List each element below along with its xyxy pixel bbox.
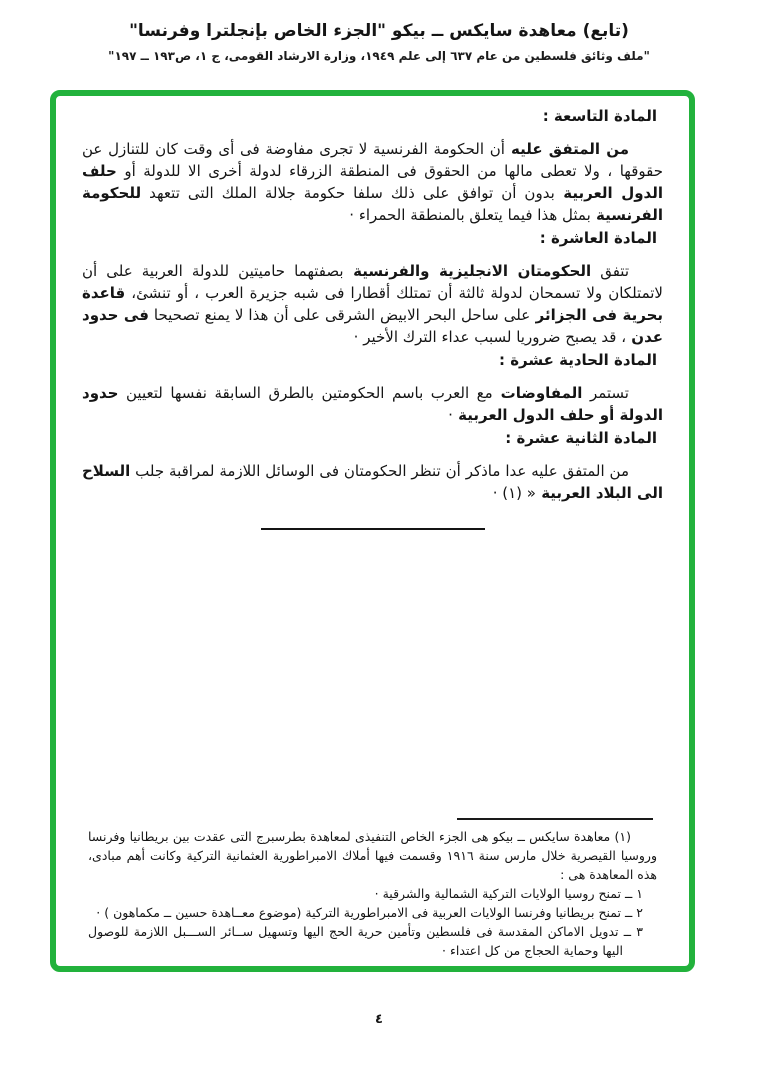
text-segment: للحكومة الفرنسية xyxy=(82,184,663,224)
text-segment: حلف الدول العربية xyxy=(82,162,663,202)
text-segment: بمثل هذا فيما يتعلق بالمنطقة الحمراء · xyxy=(349,206,591,224)
article-body xyxy=(82,260,663,348)
text-segment: الحكومتان الانجليزية والفرنسية xyxy=(343,262,592,280)
text-segment: تتفق xyxy=(591,262,629,280)
page-header xyxy=(0,0,758,63)
text-segment: من المتفق عليه xyxy=(504,140,630,158)
text-segment: « (١) · xyxy=(492,484,536,502)
text-segment: المفاوضات xyxy=(492,384,583,402)
article-section-11 xyxy=(82,350,663,426)
text-segment: من المتفق عليه عدا ماذكر أن تنظر الحكومتان فى الوسائل اللازمة لمراقبة جلب xyxy=(130,462,629,480)
article-heading: المادة العاشرة : xyxy=(539,229,657,247)
article-heading: المادة الثانية عشرة : xyxy=(505,429,657,447)
page-number: ٤ xyxy=(375,1012,383,1027)
section-divider xyxy=(261,528,485,530)
source-citation: "ملف وثائق فلسطين من عام ٦٣٧ إلى علم ١٩٤٩، وزارة الارشاد القومى، ج ١، ص١٩٣ ــ ١٩٧" xyxy=(108,49,650,63)
text-segment: بدون أن توافق على ذلك سلفا حكومة جلالة الملك التى تتعهد xyxy=(141,184,555,202)
article-heading: المادة التاسعة : xyxy=(542,107,657,125)
footnote-item: ٣ ــ تدويل الاماكن المقدسة فى فلسطين وتأمين حرية الحج اليها وتسهيل ســائر الســـبل اللازمة للوصول اليها وحماية الحجاج من كل اعتداء · xyxy=(88,924,643,958)
footnote xyxy=(88,818,657,960)
text-segment: فى حدود عدن xyxy=(82,306,663,346)
text-segment: مع العرب باسم الحكومتين بالطرق السابقة نفسها لتعيين xyxy=(118,384,493,402)
text-segment: حدود الدولة أو حلف الدول العربية xyxy=(82,384,663,424)
article-heading: المادة الحادية عشرة : xyxy=(498,351,657,369)
article-body xyxy=(82,382,663,426)
footnote-item: ١ ــ تمنح روسيا الولايات التركية الشمالية والشرقية · xyxy=(374,886,643,901)
text-segment: تستمر xyxy=(582,384,629,402)
article-body xyxy=(82,138,663,226)
text-segment: السلاح الى البلاد العربية xyxy=(82,462,663,502)
article-section-9 xyxy=(82,106,663,226)
footnote-intro: (١) معاهدة سايكس ــ بيكو هى الجزء الخاص التنفيذى لمعاهدة بطرسبرج التى عقدت بين بريطانيا وفرنسا وروسيا القيصرية خلال مارس سنة ١٩١٦ وقسمت فيها أملاك الامبراطورية العثمانية التركية وكانت أهم مبادى، هذه المعاهدة هى : xyxy=(88,829,658,882)
footnote-rule xyxy=(457,818,653,820)
article-body xyxy=(82,460,663,504)
text-segment: ، قد يصبح ضروريا لسبب عداء الترك الأخير · xyxy=(353,328,627,346)
text-segment: قاعدة بحرية فى الجزائر xyxy=(82,284,664,324)
article-section-12 xyxy=(82,428,663,504)
text-segment: بصفتهما حاميتين للدولة العربية على أن لاتمتلكان ولا تسمحان لدولة ثالثة أن تمتلك أقطارا فى شبه جزيرة العرب ، أو تنشئ، xyxy=(82,262,663,302)
article-section-10 xyxy=(82,228,663,348)
text-segment: أن الحكومة الفرنسية لا تجرى مفاوضة فى أى وقت كان للتنازل عن حقوقها ، ولا تعطى مالها من الحقوق فى المنطقة الزرقاء لدولة أخرى الا للدولة أو xyxy=(82,140,663,180)
page-title: (تابع) معاهدة سايكس ــ بيكو "الجزء الخاص بإنجلترا وفرنسا" xyxy=(129,21,629,41)
footnote-item: ٢ ــ تمنح بريطانيا وفرنسا الولايات العربية فى الامبراطورية التركية (موضوع معــاهدة حسين ــ مكماهون ) · xyxy=(96,905,643,920)
text-segment: · xyxy=(448,406,453,424)
text-segment: على ساحل البحر الابيض الشرقى على أن هذا لا يمنع تصحيحا xyxy=(148,306,531,324)
treaty-frame xyxy=(50,90,695,972)
